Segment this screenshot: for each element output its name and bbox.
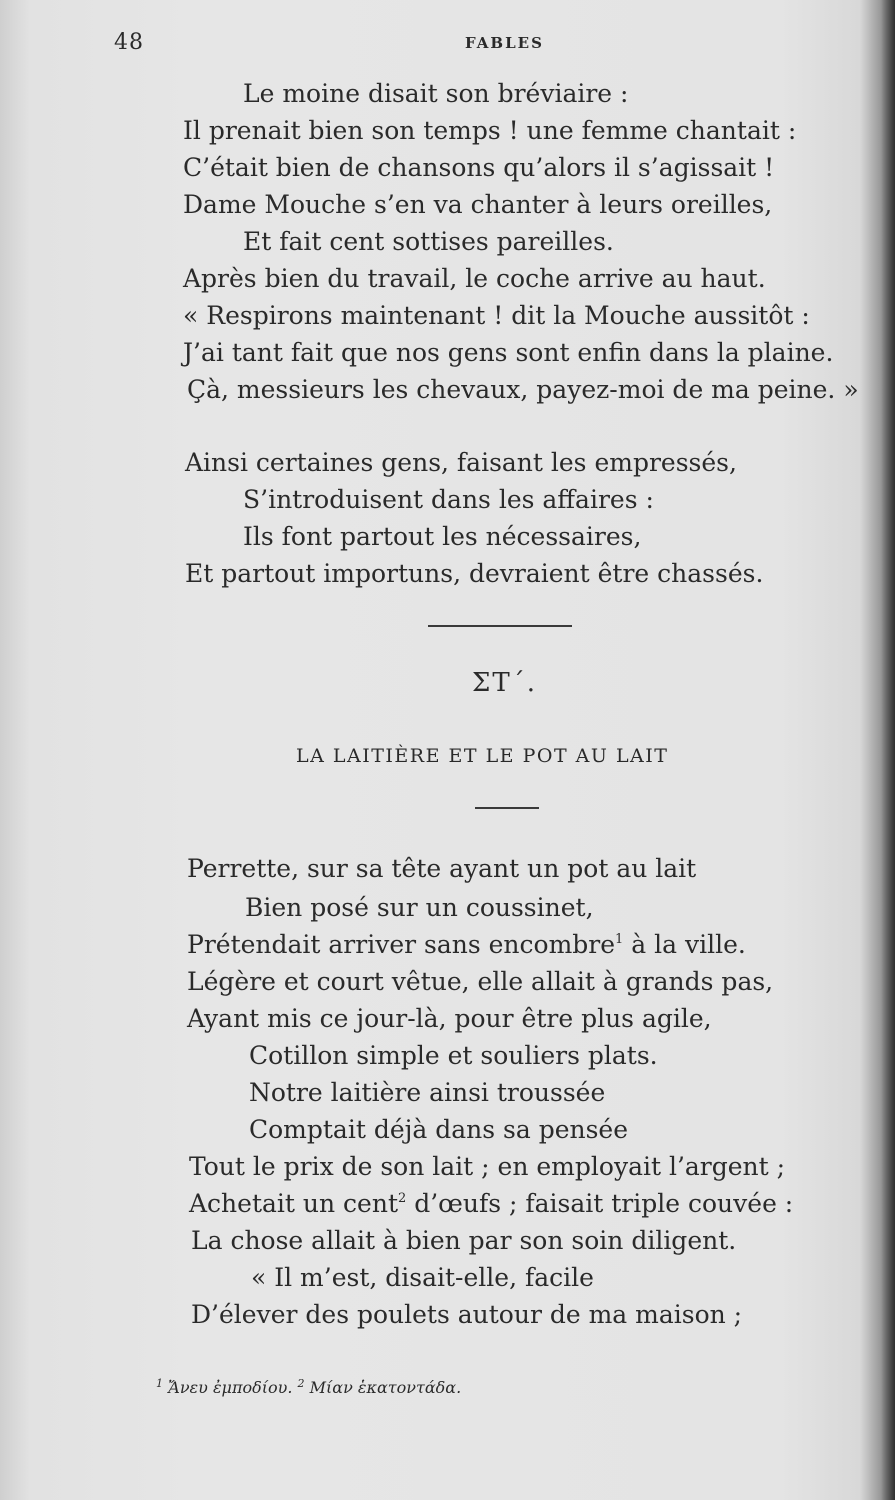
verse-line: Ils font partout les nécessaires,: [243, 522, 642, 551]
verse-line: Cotillon simple et souliers plats.: [249, 1041, 658, 1070]
verse-line: D’élever des poulets autour de ma maison ;: [191, 1300, 743, 1329]
title-underline-rule: [475, 807, 539, 809]
verse-line: Comptait déjà dans sa pensée: [249, 1115, 629, 1144]
verse-line: Bien posé sur un coussinet,: [245, 893, 594, 922]
verse-line-with-footnote: [189, 1185, 793, 1222]
verse-line-with-footnote: [187, 926, 746, 963]
verse-line: « Il m’est, disait-elle, facile: [251, 1263, 594, 1292]
verse-line: « Respirons maintenant ! dit la Mouche aussitôt :: [183, 301, 810, 330]
fable-title: LA LAITIÈRE ET LE POT AU LAIT: [296, 745, 669, 767]
verse-line: C’était bien de chansons qu’alors il s’agissait !: [183, 153, 775, 182]
page-number: 48: [114, 30, 144, 55]
footnotes: [156, 1378, 461, 1397]
verse-line: Notre laitière ainsi troussée: [249, 1078, 606, 1107]
verse-line: La chose allait à bien par son soin diligent.: [191, 1226, 737, 1255]
section-divider-rule: [428, 625, 572, 627]
verse-line: Ainsi certaines gens, faisant les empressés,: [185, 448, 737, 477]
verse-text: Prétendait arriver sans encombre: [187, 930, 616, 959]
verse-line: Tout le prix de son lait ; en employait l’argent ;: [189, 1152, 786, 1181]
footnote-ref: 2: [397, 1191, 407, 1206]
footnote-ref: 1: [615, 932, 624, 947]
footnote-text: Μίαν ἑκατοντάδα.: [304, 1378, 462, 1397]
verse-line: Çà, messieurs les chevaux, payez-moi de ma peine. »: [187, 375, 859, 404]
verse-text: Achetait un cent: [189, 1189, 398, 1218]
verse-line: Après bien du travail, le coche arrive au haut.: [183, 264, 766, 293]
footnote-text: Ἄνευ ἐμποδίου.: [163, 1378, 298, 1397]
verse-text: à la ville.: [623, 930, 746, 959]
verse-line: S’introduisent dans les affaires :: [243, 485, 654, 514]
verse-line: Et partout importuns, devraient être chassés.: [185, 559, 764, 588]
verse-line: Perrette, sur sa tête ayant un pot au lait: [187, 854, 697, 883]
verse-line: Dame Mouche s’en va chanter à leurs oreilles,: [183, 190, 773, 219]
running-title: FABLES: [465, 34, 544, 52]
verse-line: Et fait cent sottises pareilles.: [243, 227, 614, 256]
page-edge-shadow: [881, 0, 895, 1500]
verse-line: Ayant mis ce jour-là, pour être plus agile,: [187, 1004, 712, 1033]
footnote-marker: 2: [297, 1377, 305, 1390]
footnote-marker: 1: [156, 1377, 163, 1390]
verse-line: Légère et court vêtue, elle allait à grands pas,: [187, 967, 774, 996]
verse-line: Il prenait bien son temps ! une femme chantait :: [183, 116, 797, 145]
verse-line: J’ai tant fait que nos gens sont enfin dans la plaine.: [183, 338, 834, 367]
verse-text: d’œufs ; faisait triple couvée :: [406, 1189, 794, 1218]
verse-line: Le moine disait son bréviaire :: [243, 79, 629, 108]
section-number: ΣΤ΄.: [472, 668, 537, 698]
